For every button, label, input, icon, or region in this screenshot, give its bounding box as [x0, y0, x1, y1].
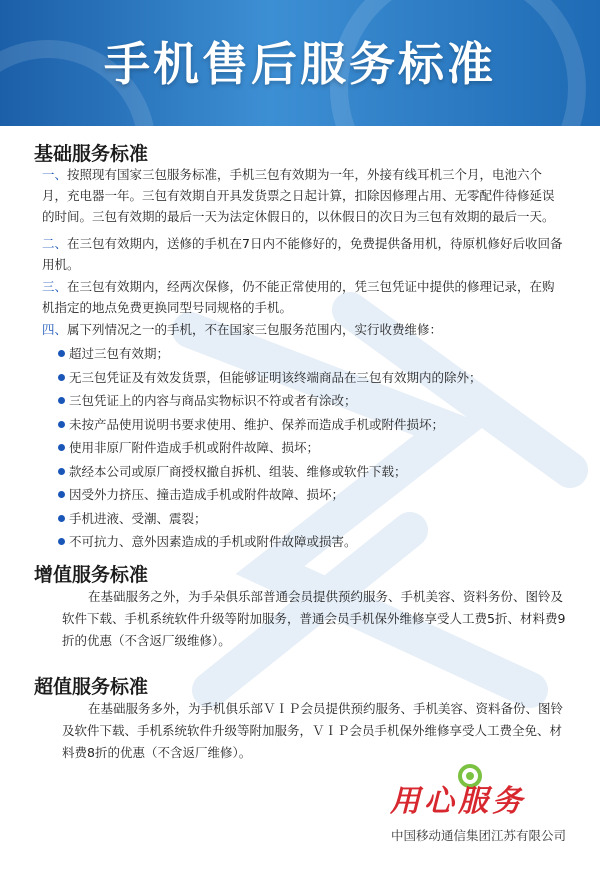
- company-name: 中国移动通信集团江苏有限公司: [390, 828, 566, 843]
- list-item: 因受外力挤压、撞击造成手机或附件故障、损坏；: [58, 483, 568, 507]
- section-title-basic: 基础服务标准: [34, 143, 149, 165]
- service-logo: [390, 762, 550, 822]
- list-item: 无三包凭证及有效发货票，但能够证明该终端商品在三包有效期内的除外；: [58, 366, 568, 390]
- bullet-icon: [58, 374, 65, 381]
- basic-item-2: 二、在三包有效期内，送修的手机在7日内不能修好的，免费提供备用机，待原机修好后收回备用机。: [42, 236, 563, 272]
- basic-item-4: 四、属下列情况之一的手机，不在国家三包服务范围内，实行收费维修：: [42, 322, 443, 337]
- bullet-icon: [58, 397, 65, 404]
- list-item: 三包凭证上的内容与商品实物标识不符或者有涂改；: [58, 389, 568, 413]
- header-banner: [0, 0, 600, 126]
- section-title-value-added: 增值服务标准: [34, 564, 149, 586]
- list-item: 手机进液、受潮、震裂；: [58, 507, 568, 531]
- logo-text: 用心服务: [390, 784, 526, 819]
- bullet-icon: [58, 421, 65, 428]
- bullet-icon: [58, 538, 65, 545]
- list-item: 超过三包有效期；: [58, 342, 568, 366]
- basic-item-1: 一、按照现有国家三包服务标准，手机三包有效期为一年，外接有线耳机三个月，电池六个月，充电器一年。三包有效期自开具发货票之日起计算，扣除因修理占用、无零配件待修延误的时间。三包有效期的最后一天为法定休假日的，以休假日的次日为三包有效期的最后一天。: [42, 167, 555, 224]
- list-item: 使用非原厂附件造成手机或附件故障、损坏；: [58, 436, 568, 460]
- list-item: 不可抗力、意外因素造成的手机或附件故障或损害。: [58, 530, 568, 554]
- bullet-icon: [58, 491, 65, 498]
- bullet-icon: [58, 444, 65, 451]
- bullet-icon: [58, 468, 65, 475]
- bullet-icon: [58, 350, 65, 357]
- bullet-icon: [58, 515, 65, 522]
- list-item: 款经本公司或原厂商授权撤自拆机、组装、维修或软件下载；: [58, 460, 568, 484]
- page-title: 手机售后服务标准: [104, 37, 496, 91]
- section-title-premium: 超值服务标准: [34, 676, 149, 698]
- list-item: 未按产品使用说明书要求使用、维护、保养而造成手机或附件损坏；: [58, 413, 568, 437]
- exclusion-list: [58, 342, 568, 554]
- basic-item-3: 三、在三包有效期内，经两次保修，仍不能正常使用的，凭三包凭证中提供的修理记录，在购机指定的地点免费更换同型号同规格的手机。: [42, 279, 555, 315]
- premium-text: 在基础服务多外，为手机俱乐部ＶＩＰ会员提供预约服务、手机美容、资料备份、图铃及软件下载、手机系统软件升级等附加服务，ＶＩＰ会员手机保外维修享受人工费全免、材料费8折的优惠（不含返厂维修）。: [62, 701, 564, 760]
- value-added-text: 在基础服务之外，为手朵俱乐部普通会员提供预约服务、手机美容、资料务份、图铃及软件下载、手机系统软件升级等附加服务，普通会员手机保外维修享受人工费5折、材料费9折的优惠（不含返厂级维修）。: [62, 589, 566, 648]
